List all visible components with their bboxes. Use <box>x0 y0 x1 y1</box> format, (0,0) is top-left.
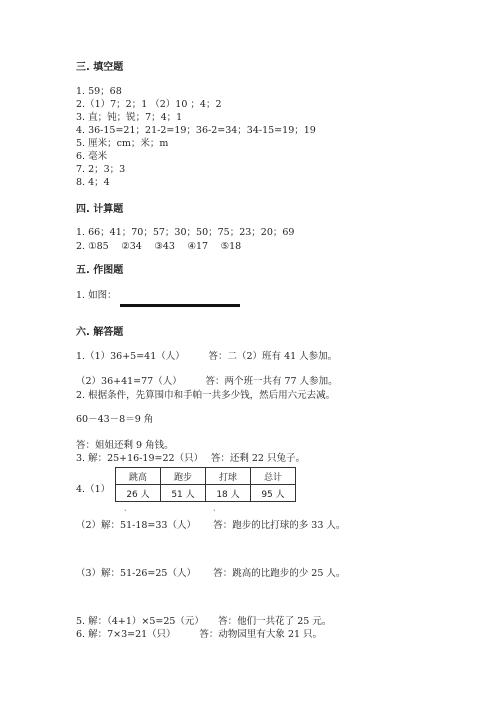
answer-q6: 6. 解：7×3=21（只） 答：动物园里有大象 21 只。 <box>76 629 323 640</box>
section-answer-title: 六. 解答题 <box>76 327 124 338</box>
answer-q2b: 60－43－8＝9 角 <box>76 414 154 425</box>
fill-line-6: 6. 毫米 <box>76 151 108 162</box>
stats-table <box>115 467 296 502</box>
fill-line-2: 2.（1）7；2；1 （2）10 ；4；2 <box>76 99 222 110</box>
fill-line-7: 7. 2；3；3 <box>76 164 126 175</box>
table-cell: 26 人 <box>116 485 161 502</box>
answer-q4c: （3）解：51-26=25（人） 答：跳高的比跑步的少 25 人。 <box>76 568 346 579</box>
table-cell: 18 人 <box>206 485 251 502</box>
table-row <box>116 485 296 502</box>
section-draw-title: 五. 作图题 <box>76 265 124 276</box>
fill-line-5: 5. 厘米；cm；米；m <box>76 138 169 149</box>
tick-mark: ˎ <box>124 502 127 511</box>
section-calc-title: 四. 计算题 <box>76 204 124 215</box>
section-fill-title: 三. 填空题 <box>76 62 124 73</box>
answer-q2c: 答：姐姐还剩 9 角钱。 <box>76 440 174 451</box>
table-header-cell: 跑步 <box>161 468 206 485</box>
fill-line-3: 3. 直；钝；锐；7；4；1 <box>76 112 183 123</box>
table-header-cell: 跳高 <box>116 468 161 485</box>
answer-q4b: （2）解：51-18=33（人） 答：跑步的比打球的多 33 人。 <box>76 520 346 531</box>
calc-line-2: 2. ①85 ②34 ③43 ④17 ⑤18 <box>76 241 242 252</box>
answer-q3: 3. 解：25+16-19=22（只） 答：还剩 22 只兔子。 <box>76 453 305 464</box>
table-cell: 51 人 <box>161 485 206 502</box>
table-header-cell: 总计 <box>251 468 296 485</box>
answer-q2a: 2. 根据条件，先算围巾和手帕一共多少钱，然后用六元去减。 <box>76 390 336 401</box>
answer-q4-label: 4.（1） <box>76 484 111 495</box>
table-header-cell: 打球 <box>206 468 251 485</box>
calc-line-1: 1. 66；41；70；57；30；50；75；23；20；69 <box>76 227 295 238</box>
fill-line-4: 4. 36-15=21；21-2=19；36-2=34；34-15=19；19 <box>76 125 316 136</box>
fill-line-1: 1. 59；68 <box>76 86 122 97</box>
drawn-line-segment <box>120 304 240 307</box>
answer-q1a: 1.（1）36+5=41（人） 答：二（2）班有 41 人参加。 <box>76 351 338 362</box>
table-cell: 95 人 <box>251 485 296 502</box>
answer-q5: 5. 解：（4+1）×5=25（元） 答：他们一共花了 25 元。 <box>76 616 332 627</box>
tick-mark: ˎ <box>213 502 216 511</box>
fill-line-8: 8. 4；4 <box>76 177 110 188</box>
table-header-row <box>116 468 296 485</box>
draw-line-1: 1. 如图： <box>76 290 117 301</box>
answer-q1b: （2）36+41=77（人） 答：两个班一共有 77 人参加。 <box>76 376 338 387</box>
